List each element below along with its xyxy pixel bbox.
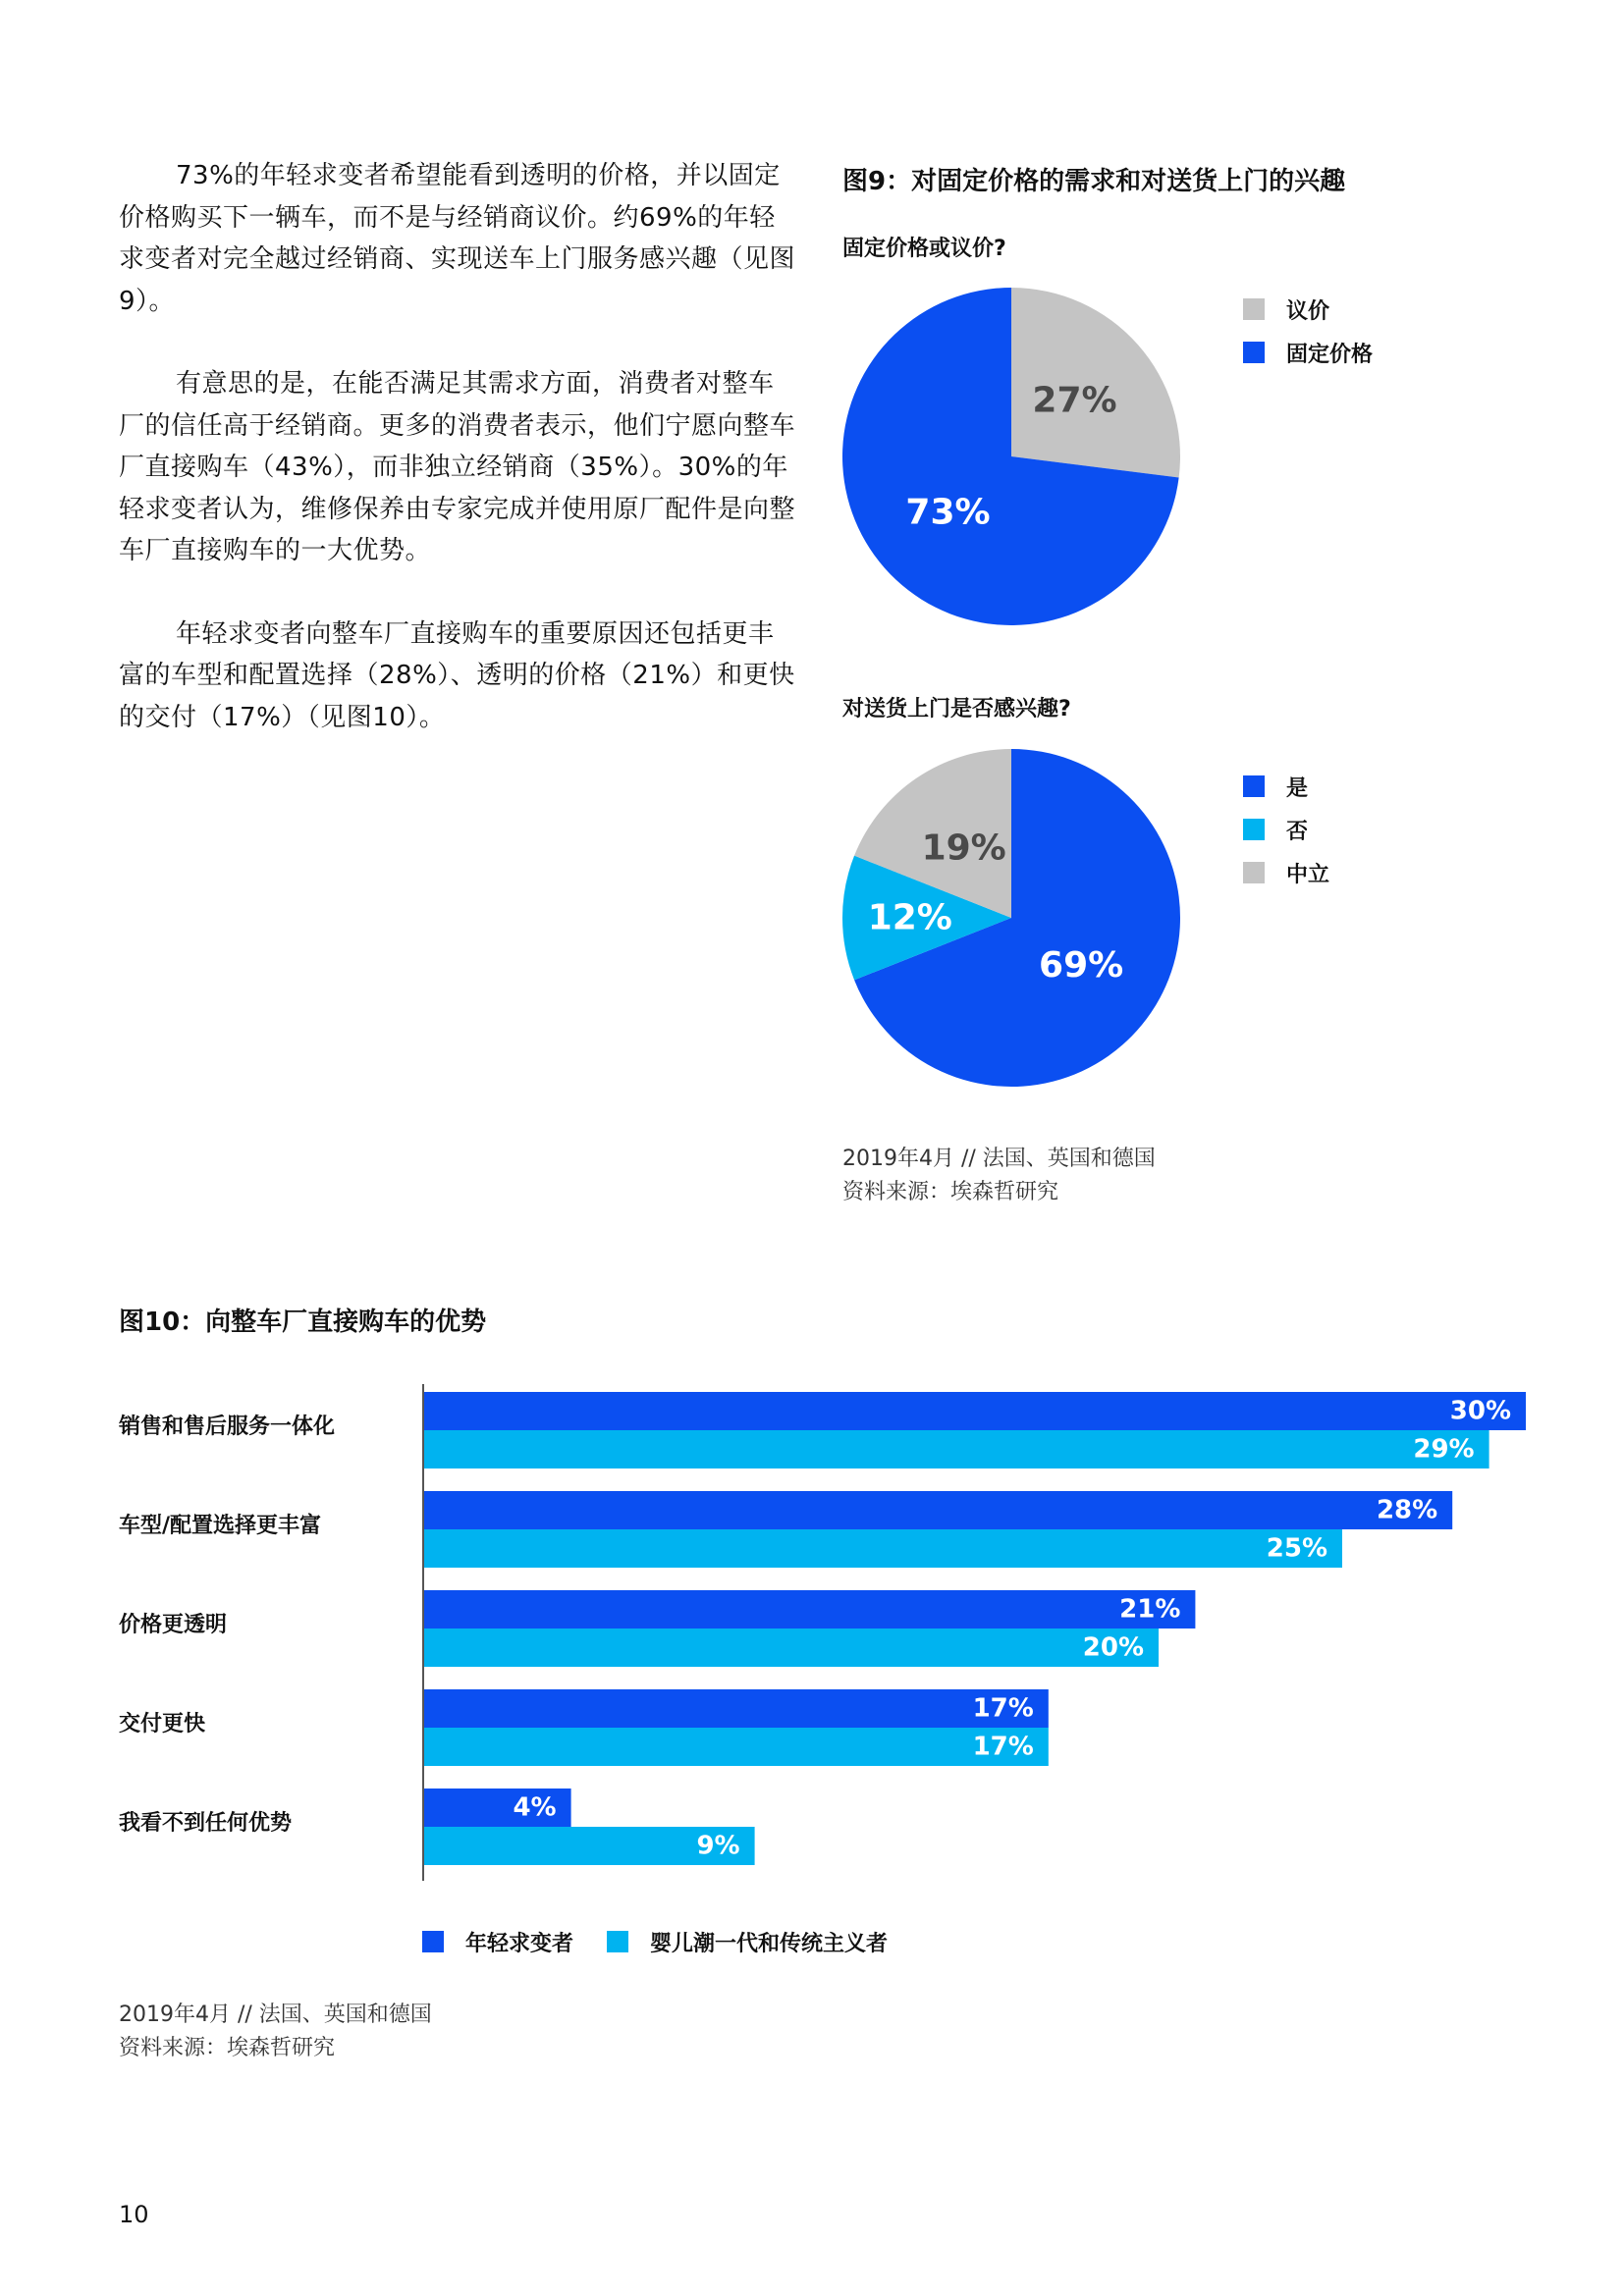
bar [424,1430,1489,1468]
pie2-title: 对送货上门是否感兴趣? [842,697,1071,721]
bar-value-label: 4% [513,1792,557,1823]
legend-label: 年轻求变者 [465,1931,574,1956]
pie-slice-label: 19% [921,828,1006,869]
page-number: 10 [119,2201,149,2228]
paragraph: 年轻求变者向整车厂直接购车的重要原因还包括更丰富的车型和配置选择（28%）、透明的价格（21%）和更快的交付（17%）（见图10）。 [119,618,795,732]
paragraph: 73%的年轻求变者希望能看到透明的价格，并以固定价格购买下一辆车，而不是与经销商议价。约69%的年轻求变者对完全越过经销商、实现送车上门服务感兴趣（见图9）。 [119,161,796,316]
bar-value-label: 17% [972,1693,1034,1724]
legend-swatch-cyan [607,1931,628,1952]
bar [424,1392,1526,1430]
source-date-line: 2019年4月 // 法国、英国和德国 [842,1147,1156,1171]
figure-10-title: 图10：向整车厂直接购车的优势 [119,1308,487,1337]
pie-slice-label: 69% [1039,944,1124,986]
legend-label: 否 [1286,819,1309,844]
bar [424,1529,1342,1568]
bar-value-label: 20% [1082,1632,1144,1663]
bar [424,1728,1049,1766]
figure-10-source [119,1999,432,2065]
bar-value-label: 17% [972,1732,1034,1762]
category-label: 销售和售后服务一体化 [119,1415,336,1439]
paragraph: 有意思的是，在能否满足其需求方面，消费者对整车厂的信任高于经销商。更多的消费者表示，他们宁愿向整车厂直接购车（43%），而非独立经销商（35%）。30%的年轻求变者认为，维修保养由专家完成并使用原厂配件是向整车厂直接购车的一大优势。 [119,369,796,565]
bar-legend [422,1920,921,1963]
legend-label: 固定价格 [1286,342,1374,367]
figure-9-title: 图9：对固定价格的需求和对送货上门的兴趣 [842,167,1346,196]
bar-value-label: 25% [1266,1533,1327,1564]
bar-value-label: 21% [1119,1594,1181,1625]
bar [424,1590,1195,1629]
pie1-title: 固定价格或议价? [842,237,1006,261]
source-credit-line: 资料来源：埃森哲研究 [842,1180,1059,1204]
bar-value-label: 9% [696,1831,740,1861]
legend-label: 婴儿潮一代和传统主义者 [650,1931,889,1956]
legend-swatch-blue [422,1931,444,1952]
pie-slice-label: 27% [1032,380,1117,421]
legend-label: 是 [1286,775,1309,801]
legend-item-boomers [607,1920,888,1963]
category-label: 我看不到任何优势 [119,1811,293,1836]
bar [424,1629,1159,1667]
bar-value-label: 29% [1413,1434,1475,1465]
bar [424,1491,1452,1529]
bar-value-label: 28% [1376,1495,1438,1525]
category-label: 价格更透明 [119,1613,228,1637]
bar-value-label: 30% [1449,1396,1511,1426]
category-label: 车型/配置选择更丰富 [119,1514,322,1538]
pie-slice-label: 12% [867,897,952,938]
category-label: 交付更快 [119,1712,206,1736]
legend-label: 议价 [1286,298,1330,324]
legend-item-young-changers [422,1920,573,1963]
bar [424,1689,1049,1728]
legend-label: 中立 [1286,862,1330,887]
source-date-line: 2019年4月 // 法国、英国和德国 [119,2002,432,2027]
pie-slice-label: 73% [905,492,991,533]
source-credit-line: 资料来源：埃森哲研究 [119,2036,336,2060]
